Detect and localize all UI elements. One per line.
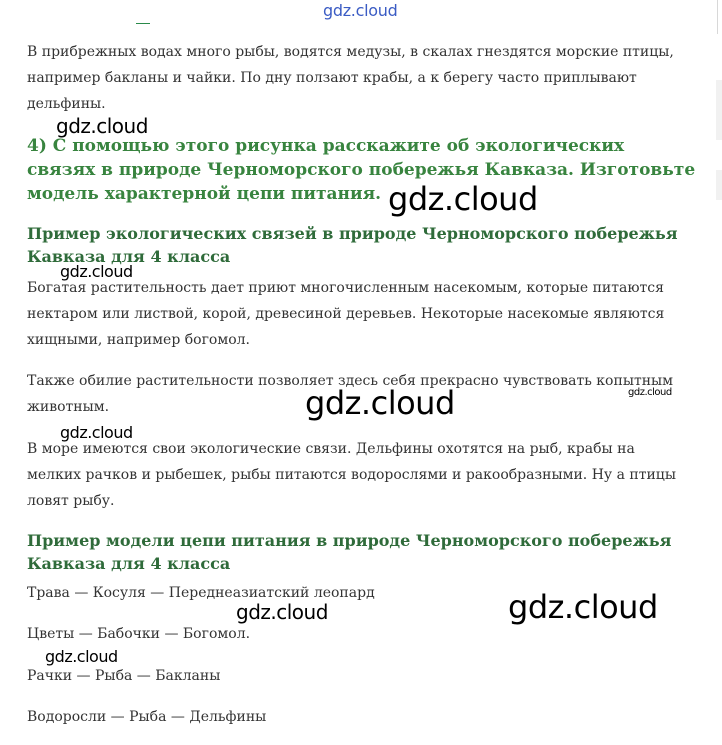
site-brand-watermark: gdz.cloud xyxy=(323,1,398,20)
watermark: gdz.cloud xyxy=(508,588,658,626)
watermark: gdz.cloud xyxy=(628,387,672,398)
question-heading: 4) С помощью этого рисунка расскажите об экологических связях в природе Черноморского побережья Кавказа. Изготовьте модель характерной цепи питания. xyxy=(27,136,696,204)
food-chain-item: Рачки — Рыба — Бакланы xyxy=(27,668,221,684)
edge-line xyxy=(717,0,718,34)
paragraph-plants-insects: Богатая растительность дает приют многочисленным насекомым, которые питаются нектаром или листвой, корой, древесиной деревьев. Некоторые насекомые являются хищными, например богомол. xyxy=(27,280,665,348)
section-heading-food-chain: Пример модели цепи питания в природе Черноморского побережья Кавказа для 4 класса xyxy=(27,531,672,573)
paragraph-sea-life: В прибрежных водах много рыбы, водятся медузы, в скалах гнездятся морские птицы, например бакланы и чайки. По дну ползают крабы, а к берегу часто приплывают дельфины. xyxy=(27,44,674,112)
watermark: gdz.cloud xyxy=(305,384,455,422)
right-edge-strip xyxy=(710,0,722,745)
food-chain-item: Цветы — Бабочки — Богомол. xyxy=(27,626,251,642)
edge-block xyxy=(716,80,722,140)
watermark: gdz.cloud xyxy=(388,180,538,218)
watermark: gdz.cloud xyxy=(45,647,118,666)
watermark: gdz.cloud xyxy=(56,114,148,138)
food-chain-item: Трава — Косуля — Переднеазиатский леопард xyxy=(27,585,375,601)
edge-block xyxy=(716,170,722,200)
watermark: gdz.cloud xyxy=(60,423,133,442)
paragraph-sea-links: В море имеются свои экологические связи. Дельфины охотятся на рыб, крабы на мелких рачков и рыбешек, рыбы питаются водорослями и ракообразными. Ну а птицы ловят рыбу. xyxy=(27,441,676,509)
paragraph-ungulates: Также обилие растительности позволяет здесь себя прекрасно чувствовать копытным животным. xyxy=(27,373,674,415)
section-heading-ecological-links: Пример экологических связей в природе Черноморского побережья Кавказа для 4 класса xyxy=(27,224,678,266)
top-divider xyxy=(136,23,150,24)
watermark: gdz.cloud xyxy=(236,600,328,624)
food-chain-item: Водоросли — Рыба — Дельфины xyxy=(27,709,267,725)
watermark: gdz.cloud xyxy=(60,262,133,281)
